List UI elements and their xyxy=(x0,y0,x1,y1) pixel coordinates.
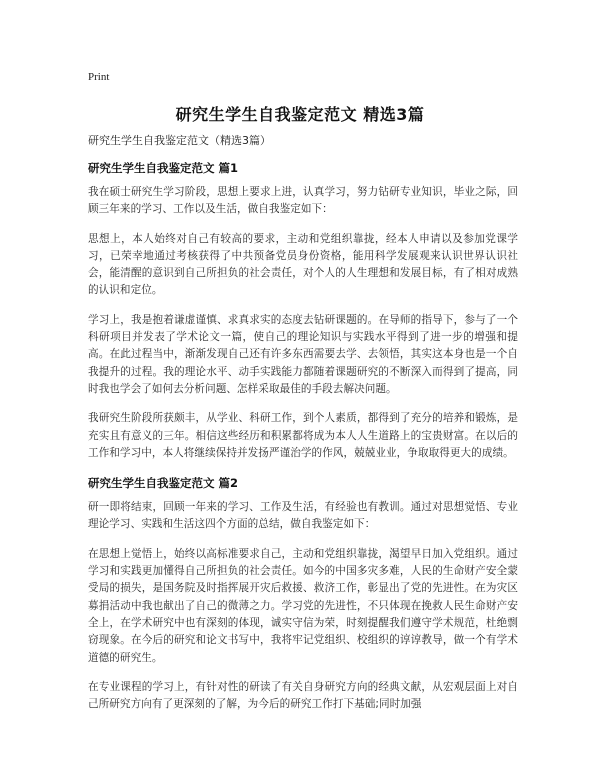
paragraph: 我在硕士研究生学习阶段，思想上要求上进，认真学习，努力钻研专业知识，毕业之际，回顾三年来的学习、工作以及生活，做自我鉴定如下： xyxy=(88,186,518,216)
section-heading-2: 研究生学生自我鉴定范文 篇2 xyxy=(88,476,239,491)
paragraph: 在专业课程的学习上，有针对性的研读了有关自身研究方向的经典文献，从宏观层面上对自己所研究方向有了更深刻的了解，为今后的研究工作打下基础;同时加强 xyxy=(88,680,518,711)
paragraph: 我研究生阶段所获颇丰，从学业、科研工作，到个人素质，都得到了充分的培养和锻炼，是充实且有意义的三年。相信这些经历和积累都将成为本人人生道路上的宝贵财富。在以后的工作和学习中，本人将继续保持并发扬严谨治学的作风，兢兢业业，争取取得更大的成绩。 xyxy=(88,412,518,459)
section-heading-1: 研究生学生自我鉴定范文 篇1 xyxy=(88,161,239,175)
paragraph: 思想上，本人始终对自己有较高的要求，主动和党组织靠拢，经本人申请以及参加党课学习，已荣幸地通过考核获得了中共预备党员身份资格，能用科学发展观来认识世界认识社会，能清醒的意识到自己所担负的社会责任，对个人的人生理想和发展目标，有了相对成熟的认识和定位。 xyxy=(88,232,518,297)
document-body xyxy=(88,132,518,713)
document-subtitle: 研究生学生自我鉴定范文（精选3篇） xyxy=(88,134,271,147)
print-label: Print xyxy=(88,71,110,83)
paragraph: 在思想上觉悟上，始终以高标准要求自己，主动和党组织靠拢，渴望早日加入党组织。通过学习和实践更加懂得自己所担负的社会责任。如今的中国多灾多难，人民的生命财产安全蒙受局的损失，是国务院及时指挥展开灾后救援、救济工作，彰显出了党的先进性。在为灾区募捐活动中我也献出了自己的微薄之力。学习党的先进性，不只体现在挽救人民生命财产安全上，在学术研究中也有深刻的体现，诚实守信为荣，时刻提醒我们遵守学术规范，杜绝剽窃现象。在今后的研究和论文书写中，我将牢记党组织、校组织的谆谆教导，做一个有学术道德的研究生。 xyxy=(88,547,518,664)
document-title: 研究生学生自我鉴定范文 精选3篇 xyxy=(175,105,425,124)
paragraph: 研一即将结束，回顾一年来的学习、工作及生活，有经验也有教训。通过对思想觉悟、专业理论学习、实践和生活这四个方面的总结，做自我鉴定如下： xyxy=(88,501,518,531)
paragraph: 学习上，我是抱着谦虚谨慎、求真求实的态度去钻研课题的。在导师的指导下，参与了一个科研项目并发表了学术论文一篇，使自己的理论知识与实践水平得到了进一步的增强和提高。在此过程当中，渐渐发现自己还有许多东西需要去学、去领悟，其实这本身也是一个自我提升的过程。我的理论水平、动手实践能力都随着课题研究的不断深入而得到了提高，同时我也学会了如何去分析问题、怎样采取最佳的手段去解决问题。 xyxy=(88,313,518,395)
